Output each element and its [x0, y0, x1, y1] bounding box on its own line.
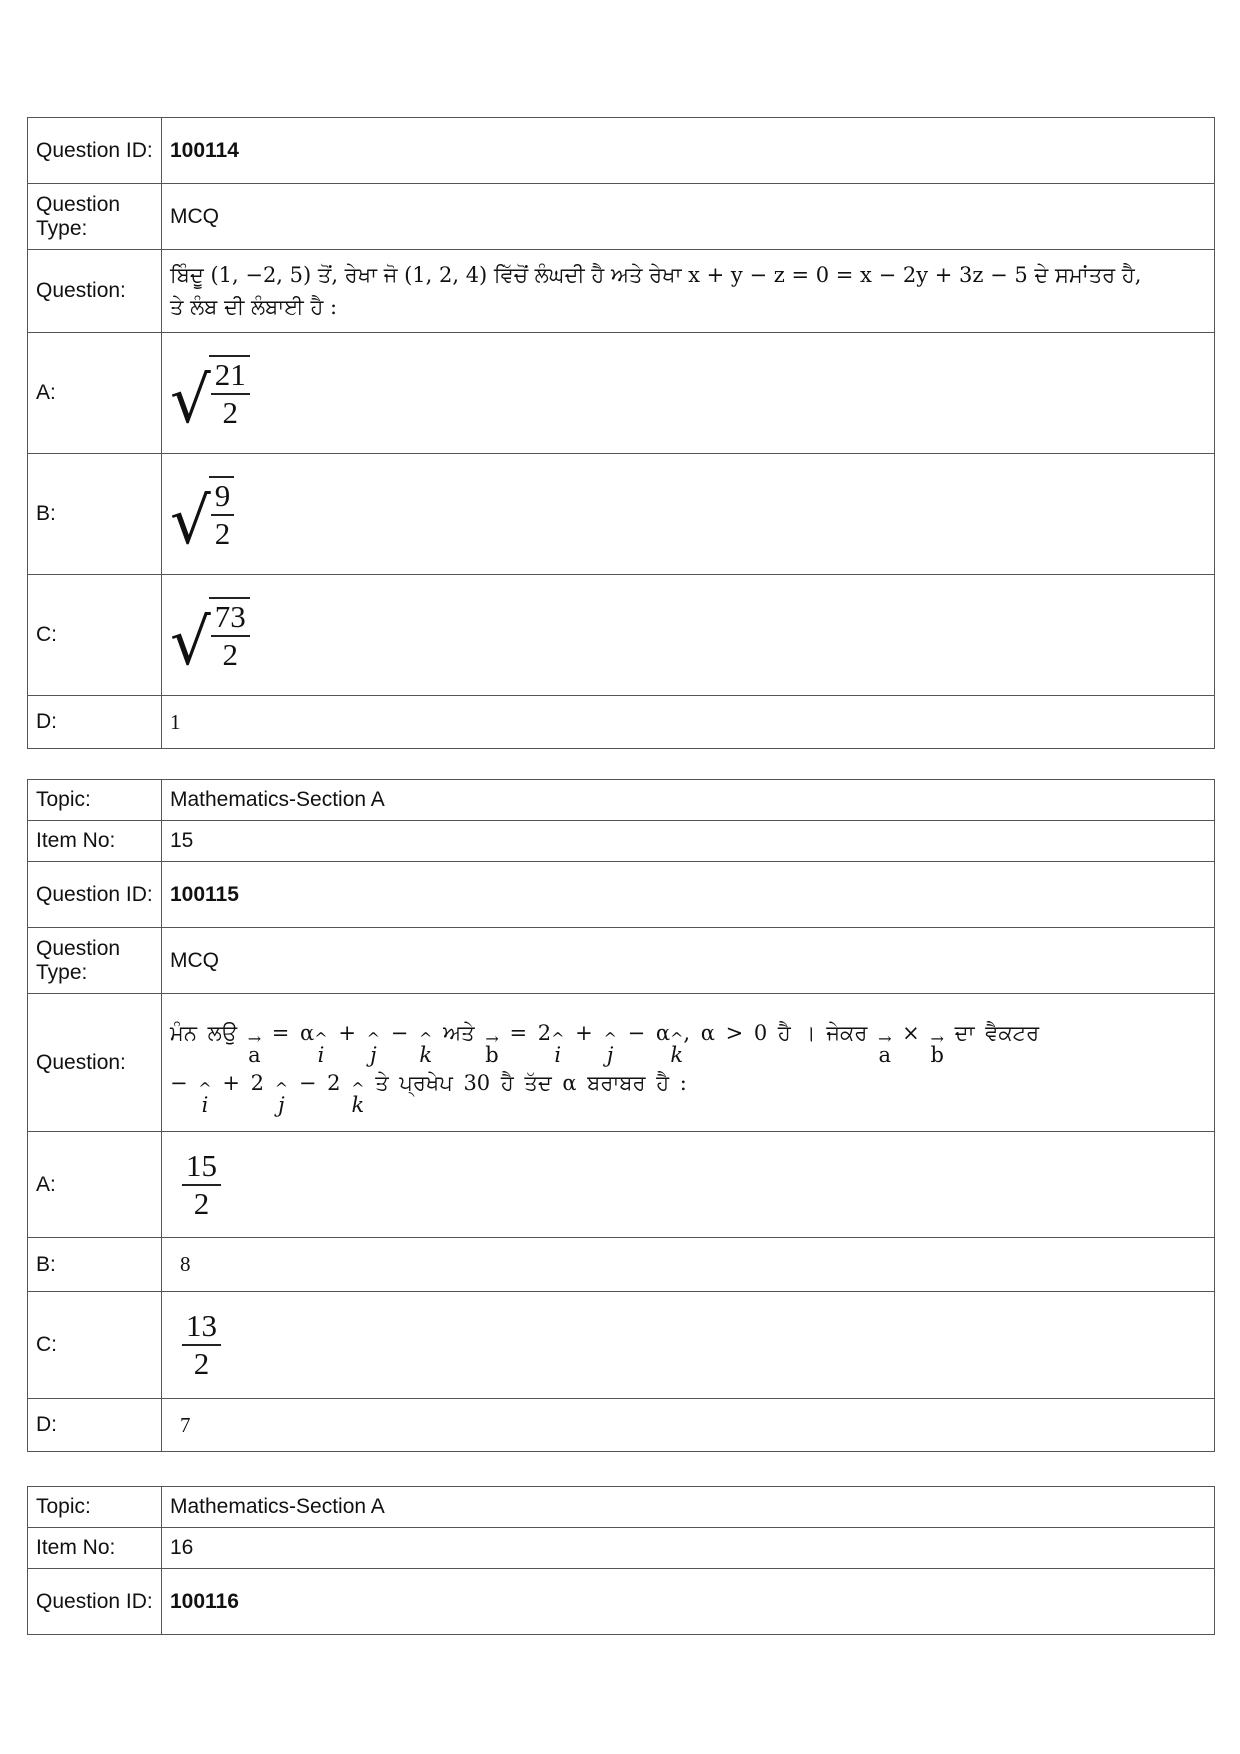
option-a-value: [162, 1132, 1215, 1238]
topic-label: Topic:: [28, 1487, 162, 1528]
vector-b: → b: [485, 1028, 499, 1067]
question-id-value: 100115: [162, 862, 1215, 928]
sqrt-fraction: [170, 597, 250, 680]
fraction-numerator: 21: [211, 357, 250, 395]
question-text: [162, 250, 1215, 333]
fraction: [182, 1148, 221, 1222]
question-line-1: ਬਿੰਦੂ (1, −2, 5) ਤੋਂ, ਰੇਖਾ ਜੋ (1, 2, 4) ਵਿੱਚੋਂ ਲੰਘਦੀ ਹੈ ਅਤੇ ਰੇਖਾ x + y − z = 0 = x − 2y + 3z − 5 ਦੇ ਸਮਾਂਤਰ ਹੈ,: [170, 263, 1142, 287]
fraction-numerator: 13: [182, 1308, 221, 1346]
fraction-numerator: 9: [211, 478, 235, 516]
fraction-denominator: 2: [222, 395, 239, 430]
question-id-value: 100114: [162, 118, 1215, 184]
unit-vector-i: ^ i: [198, 1078, 212, 1117]
question-type-label: Question Type:: [28, 928, 162, 994]
unit-vector-k: ^ k: [670, 1028, 684, 1067]
item-no-label: Item No:: [28, 1528, 162, 1569]
option-a-label: A:: [28, 333, 162, 454]
sqrt-fraction: [170, 355, 250, 438]
question-line-2: − ^ i + 2 ^ j − 2 ^ k ਤੇ ਪ੍ਰਖੇਪ 30 ਹੈ ਤੱਦ α ਬਰਾਬਰ ਹੈ :: [170, 1070, 687, 1117]
unit-vector-j: ^ j: [366, 1028, 381, 1067]
fraction-denominator: 2: [193, 1185, 210, 1221]
question-id-label: Question ID:: [28, 862, 162, 928]
question-id-label: Question ID:: [28, 118, 162, 184]
unit-vector-k: ^ k: [419, 1028, 433, 1067]
option-a-value: [162, 333, 1215, 454]
unit-vector-j: ^ j: [603, 1028, 617, 1067]
question-table-100116: [27, 1486, 1215, 1635]
option-c-label: C:: [28, 1292, 162, 1399]
question-type-label: Question Type:: [28, 184, 162, 250]
unit-vector-j: ^ j: [274, 1078, 289, 1117]
question-id-value: 100116: [162, 1569, 1215, 1635]
unit-vector-k: ^ k: [351, 1078, 365, 1117]
sqrt-sign: √: [170, 485, 211, 559]
option-d-label: D:: [28, 696, 162, 749]
question-table-100115: [27, 779, 1215, 1452]
question-line-2: ਤੇ ਲੰਬ ਦੀ ਲੰਬਾਈ ਹੈ :: [170, 295, 338, 319]
fraction-numerator: 73: [211, 599, 250, 637]
fraction-denominator: 2: [193, 1346, 210, 1381]
unit-vector-i: ^ i: [314, 1028, 328, 1067]
option-c-value: [162, 575, 1215, 696]
option-b-value: [162, 454, 1215, 575]
question-type-value: MCQ: [162, 184, 1215, 250]
option-c-value: [162, 1292, 1215, 1399]
option-c-label: C:: [28, 575, 162, 696]
question-label: Question:: [28, 250, 162, 333]
sqrt-fraction: [170, 476, 234, 559]
fraction: [182, 1308, 221, 1382]
vector-a: → a: [247, 1028, 262, 1067]
topic-label: Topic:: [28, 780, 162, 821]
sqrt-sign: √: [170, 606, 211, 680]
question-type-value: MCQ: [162, 928, 1215, 994]
fraction-denominator: 2: [214, 516, 231, 551]
topic-value: Mathematics-Section A: [162, 780, 1215, 821]
item-no-value: 16: [162, 1528, 1215, 1569]
question-line-1: ਮੰਨ ਲਉ → a = α ^ i + ^ j − ^ k ਅਤੇ → b = 2 ^ i + ^ j − α ^ k , α > 0 ਹੈ । ਜੇਕਰ → a × → b ਦਾ ਵੈਕਟਰ: [170, 1020, 1040, 1067]
vector-b: → b: [930, 1028, 944, 1067]
item-no-value: 15: [162, 821, 1215, 862]
option-d-label: D:: [28, 1399, 162, 1452]
item-no-label: Item No:: [28, 821, 162, 862]
option-b-value: 8: [162, 1238, 1215, 1292]
option-d-value: 1: [162, 696, 1215, 749]
fraction-numerator: 15: [182, 1148, 221, 1186]
vector-a: → a: [878, 1028, 892, 1067]
unit-vector-i: ^ i: [551, 1028, 565, 1067]
option-b-label: B:: [28, 1238, 162, 1292]
option-d-value: 7: [162, 1399, 1215, 1452]
question-label: Question:: [28, 994, 162, 1132]
topic-value: Mathematics-Section A: [162, 1487, 1215, 1528]
fraction-denominator: 2: [222, 637, 239, 672]
option-a-label: A:: [28, 1132, 162, 1238]
question-table-100114: [27, 117, 1215, 749]
question-id-label: Question ID:: [28, 1569, 162, 1635]
question-text: [162, 994, 1215, 1132]
option-b-label: B:: [28, 454, 162, 575]
sqrt-sign: √: [170, 364, 211, 438]
